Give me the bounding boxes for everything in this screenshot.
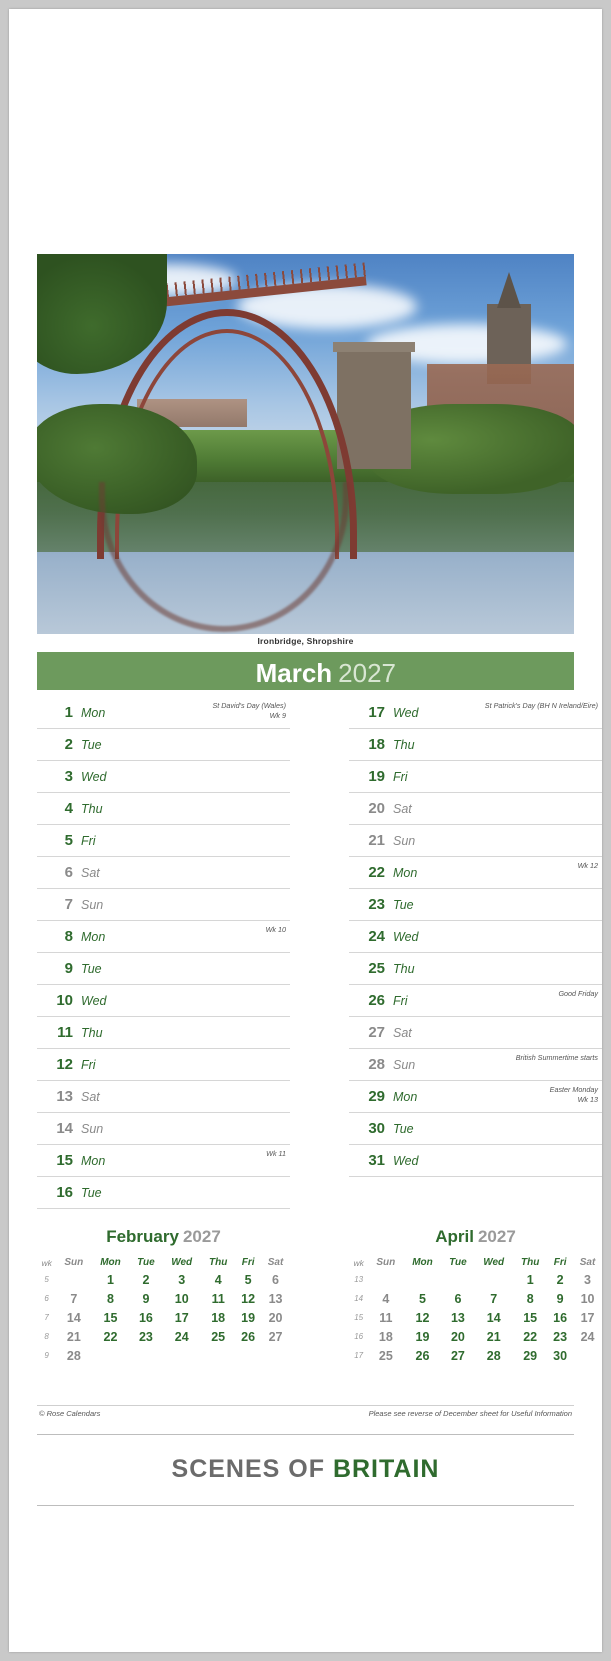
mini-day-cell: 10: [580, 1291, 595, 1306]
mini-day-cell: 30: [553, 1348, 568, 1363]
day-row: [37, 1081, 290, 1113]
mini-day-cell: 1: [526, 1272, 534, 1287]
mini-week-number: 8: [44, 1332, 49, 1341]
mini-day-cell: 23: [138, 1329, 153, 1344]
mini-week-number: 5: [44, 1275, 49, 1284]
mini-day-cell: [368, 1270, 403, 1289]
day-row: [349, 761, 602, 793]
day-name: Sat: [393, 802, 412, 816]
day-row: [349, 1049, 602, 1081]
mini-day-cell: [474, 1270, 513, 1289]
day-number: 7: [64, 896, 73, 913]
day-number: 18: [368, 736, 385, 753]
mini-day-cell: 3: [584, 1272, 591, 1287]
mini-day-cell: 4: [214, 1272, 222, 1287]
day-name: Tue: [81, 1186, 102, 1200]
day-number: 25: [368, 960, 385, 977]
mini-day-cell: [403, 1270, 441, 1289]
mini-day-cell: 23: [553, 1329, 568, 1344]
day-row: [349, 793, 602, 825]
mini-week-row: [349, 1308, 602, 1327]
mini-day-cell: 16: [553, 1310, 568, 1325]
day-number: 29: [368, 1088, 385, 1105]
day-row: [349, 857, 602, 889]
mini-day-cell: 8: [107, 1291, 114, 1306]
day-number: 23: [368, 896, 385, 913]
day-row: [37, 1145, 290, 1177]
day-row: [349, 985, 602, 1017]
mini-month-year: 2027: [477, 1227, 516, 1246]
day-number: 14: [56, 1120, 73, 1137]
brand-title: [37, 1455, 574, 1484]
mini-day-cell: 22: [523, 1329, 538, 1344]
mini-day-cell: 2: [142, 1272, 150, 1287]
mini-day-cell: 28: [66, 1348, 81, 1363]
mini-day-cell: 6: [272, 1272, 279, 1287]
day-note: British Summertime starts: [515, 1053, 598, 1062]
mini-day-cell: 8: [526, 1291, 534, 1306]
day-name: Tue: [393, 1122, 414, 1136]
day-number: 24: [368, 928, 385, 945]
mini-week-number: 15: [354, 1313, 364, 1322]
mini-day-cell: 22: [103, 1329, 118, 1344]
day-name: Fri: [81, 1058, 96, 1072]
day-number: 15: [56, 1152, 73, 1169]
mini-header-cell: Mon: [100, 1257, 121, 1268]
day-note: Easter Monday Wk 13: [549, 1085, 598, 1104]
day-name: Wed: [81, 770, 107, 784]
mini-day-cell: 15: [103, 1310, 118, 1325]
day-row: [349, 1113, 602, 1145]
day-number: 9: [64, 960, 73, 977]
mini-day-cell: 6: [454, 1291, 462, 1306]
mini-day-cell: 5: [244, 1272, 252, 1287]
mini-day-cell: 2: [556, 1272, 564, 1287]
mini-day-cell: 11: [379, 1310, 393, 1325]
mini-header-cell: Wed: [483, 1257, 505, 1268]
mini-week-row: [349, 1289, 602, 1308]
mini-day-cell: 19: [415, 1329, 430, 1344]
day-number: 31: [368, 1152, 385, 1169]
day-column-left: [37, 697, 290, 1209]
mini-week-number: 16: [354, 1332, 364, 1341]
day-row: [349, 1081, 602, 1113]
day-name: Tue: [81, 962, 102, 976]
mini-header-cell: Thu: [209, 1257, 228, 1268]
mini-day-cell: 20: [268, 1310, 283, 1325]
day-number: 13: [56, 1088, 73, 1105]
calendar-page: [9, 9, 602, 1652]
day-name: Wed: [393, 1154, 419, 1168]
day-number: 19: [368, 768, 385, 785]
mini-header-cell: wk: [41, 1257, 52, 1268]
day-name: Sun: [393, 1058, 416, 1072]
day-number: 22: [368, 864, 385, 881]
mini-header-cell: Sun: [64, 1257, 84, 1268]
mini-day-cell: 21: [66, 1329, 81, 1344]
day-number: 6: [64, 864, 73, 881]
mini-month-title: [37, 1227, 290, 1247]
day-row: [349, 1145, 602, 1177]
mini-week-number: 13: [354, 1275, 364, 1284]
mini-day-cell: 14: [66, 1310, 81, 1325]
day-row: [349, 921, 602, 953]
day-row: [37, 953, 290, 985]
day-name: Thu: [393, 962, 415, 976]
mini-header-cell: wk: [353, 1257, 364, 1268]
day-number: 11: [57, 1024, 73, 1041]
mini-day-cell: 26: [415, 1348, 430, 1363]
day-row: [349, 697, 602, 729]
day-name: Mon: [393, 1090, 418, 1104]
mini-day-cell: [201, 1346, 235, 1365]
mini-day-cell: [91, 1346, 129, 1365]
day-name: Sun: [393, 834, 416, 848]
mini-day-cell: 20: [450, 1329, 465, 1344]
mini-day-cell: 12: [241, 1291, 256, 1306]
day-name: Wed: [393, 706, 419, 720]
day-number: 4: [64, 800, 73, 817]
mini-week-row: [37, 1327, 290, 1346]
day-name: Fri: [81, 834, 96, 848]
day-number: 3: [64, 768, 73, 785]
mini-day-cell: 27: [450, 1348, 465, 1363]
mini-week-number: 9: [44, 1351, 49, 1360]
mini-day-cell: 21: [486, 1329, 501, 1344]
mini-day-cell: 27: [268, 1329, 283, 1344]
day-row: [349, 889, 602, 921]
mini-day-cell: [573, 1346, 602, 1365]
day-name: Thu: [393, 738, 415, 752]
mini-month-table: [37, 1255, 290, 1365]
day-row: [349, 729, 602, 761]
mini-day-cell: 9: [556, 1291, 564, 1306]
mini-day-cell: 24: [174, 1329, 189, 1344]
day-note: Wk 11: [266, 1149, 286, 1158]
day-number: 28: [368, 1056, 385, 1073]
brand-part-2: BRITAIN: [332, 1455, 440, 1483]
day-number: 21: [368, 832, 385, 849]
day-note: Wk 12: [577, 861, 598, 870]
mini-week-row: [37, 1346, 290, 1365]
copyright-text: © Rose Calendars: [39, 1409, 101, 1418]
mini-day-cell: 11: [211, 1291, 225, 1306]
day-name: Thu: [81, 1026, 103, 1040]
mini-day-cell: 13: [450, 1310, 465, 1325]
day-name: Mon: [393, 866, 418, 880]
mini-header-cell: Tue: [449, 1257, 467, 1268]
mini-day-cell: 28: [486, 1348, 501, 1363]
mini-week-row: [37, 1289, 290, 1308]
mini-month-next: [349, 1227, 602, 1365]
mini-day-cell: 17: [174, 1310, 189, 1325]
day-row: [37, 1049, 290, 1081]
day-note: St David's Day (Wales) Wk 9: [212, 701, 286, 720]
mini-day-cell: 9: [142, 1291, 150, 1306]
mini-day-cell: [235, 1346, 261, 1365]
day-number: 30: [368, 1120, 385, 1137]
day-number: 10: [56, 992, 73, 1009]
mini-day-cell: 16: [138, 1310, 153, 1325]
mini-header-cell: Sun: [376, 1257, 396, 1268]
mini-day-cell: 15: [523, 1310, 538, 1325]
day-number: 27: [368, 1024, 385, 1041]
day-number: 17: [368, 704, 385, 721]
day-row: [37, 1113, 290, 1145]
mini-header-cell: Wed: [171, 1257, 193, 1268]
day-number: 20: [368, 800, 385, 817]
mini-day-cell: 24: [580, 1329, 595, 1344]
day-name: Mon: [81, 706, 106, 720]
mini-day-cell: 17: [580, 1310, 595, 1325]
day-name: Sun: [81, 898, 104, 912]
mini-header-cell: Thu: [521, 1257, 540, 1268]
mini-day-cell: 7: [70, 1291, 78, 1306]
day-name: Mon: [81, 1154, 106, 1168]
mini-week-number: 7: [44, 1313, 49, 1322]
mini-month-table: [349, 1255, 602, 1365]
mini-header-cell: Tue: [137, 1257, 155, 1268]
day-number: 16: [56, 1184, 73, 1201]
mini-month-name: February: [106, 1227, 179, 1246]
day-name: Wed: [393, 930, 419, 944]
mini-day-cell: 25: [378, 1348, 393, 1363]
mini-day-cell: 29: [523, 1348, 538, 1363]
mini-day-cell: 26: [241, 1329, 256, 1344]
day-row: [37, 1017, 290, 1049]
day-row: [37, 921, 290, 953]
day-number: 2: [64, 736, 73, 753]
mini-month-name: April: [435, 1227, 474, 1246]
photo-caption: Ironbridge, Shropshire: [257, 636, 354, 646]
mini-day-cell: 3: [178, 1272, 186, 1287]
day-row: [37, 793, 290, 825]
month-year: 2027: [338, 658, 396, 688]
day-name: Tue: [81, 738, 102, 752]
mini-day-cell: [261, 1346, 290, 1365]
day-number: 12: [56, 1056, 73, 1073]
mini-week-row: [37, 1270, 290, 1289]
day-note: Wk 10: [265, 925, 286, 934]
day-row: [349, 953, 602, 985]
mini-week-number: 14: [354, 1294, 364, 1303]
mini-week-row: [349, 1270, 602, 1289]
day-row: [37, 729, 290, 761]
mini-day-cell: 4: [382, 1291, 390, 1306]
month-photograph: [37, 254, 574, 634]
mini-header-cell: Sat: [579, 1257, 596, 1268]
mini-day-cell: [162, 1346, 201, 1365]
mini-day-cell: 18: [378, 1329, 393, 1344]
day-name: Tue: [393, 898, 414, 912]
mini-month-year: 2027: [182, 1227, 221, 1246]
footer: [37, 1405, 574, 1422]
mini-header-cell: Fri: [241, 1257, 255, 1268]
day-note: Good Friday: [558, 989, 598, 998]
day-name: Sat: [393, 1026, 412, 1040]
mini-day-cell: 5: [419, 1291, 426, 1306]
mini-day-cell: 25: [211, 1329, 226, 1344]
mini-day-cell: 14: [486, 1310, 501, 1325]
mini-month-previous: [37, 1227, 290, 1365]
mini-day-cell: [442, 1270, 475, 1289]
day-row: [37, 825, 290, 857]
day-name: Fri: [393, 994, 408, 1008]
mini-header-cell: Mon: [412, 1257, 433, 1268]
mini-week-row: [349, 1346, 602, 1365]
footer-note: Please see reverse of December sheet for Useful Information: [368, 1409, 572, 1418]
day-row: [37, 761, 290, 793]
day-row: [37, 1177, 290, 1209]
mini-day-cell: 12: [415, 1310, 430, 1325]
day-number: 8: [64, 928, 73, 945]
stone-pier-top: [333, 342, 415, 352]
day-row: [37, 889, 290, 921]
mini-month-title: [349, 1227, 602, 1247]
day-row: [37, 697, 290, 729]
mini-header-cell: Fri: [553, 1257, 567, 1268]
day-number: 5: [64, 832, 73, 849]
mini-day-cell: 18: [211, 1310, 226, 1325]
day-row: [349, 825, 602, 857]
mini-day-cell: 10: [174, 1291, 189, 1306]
day-name: Fri: [393, 770, 408, 784]
day-number: 1: [64, 704, 73, 721]
mini-week-row: [349, 1327, 602, 1346]
day-name: Thu: [81, 802, 103, 816]
mini-day-cell: 7: [490, 1291, 498, 1306]
photo-illustration: [37, 254, 574, 634]
day-row: [37, 857, 290, 889]
month-header-bar: [37, 652, 574, 690]
day-name: Wed: [81, 994, 107, 1008]
mini-day-cell: [130, 1346, 163, 1365]
day-row: [37, 985, 290, 1017]
day-column-right: [349, 697, 602, 1177]
day-name: Sat: [81, 1090, 100, 1104]
day-name: Mon: [81, 930, 106, 944]
mini-week-row: [37, 1308, 290, 1327]
stone-pier: [337, 349, 411, 469]
brand-part-1: SCENES OF: [171, 1455, 325, 1483]
mini-day-cell: 13: [268, 1291, 283, 1306]
day-name: Sat: [81, 866, 100, 880]
mini-header-cell: Sat: [267, 1257, 284, 1268]
brand-bar: [37, 1434, 574, 1506]
mini-week-number: 6: [44, 1294, 49, 1303]
day-row: [349, 1017, 602, 1049]
mini-day-cell: [56, 1270, 91, 1289]
mini-day-cell: 1: [107, 1272, 114, 1287]
mini-day-cell: 19: [241, 1310, 256, 1325]
day-note: St Patrick's Day (BH N Ireland/Eire): [484, 701, 598, 710]
day-number: 26: [368, 992, 385, 1009]
mini-week-number: 17: [354, 1351, 364, 1360]
month-name: March: [255, 658, 333, 688]
day-name: Sun: [81, 1122, 104, 1136]
